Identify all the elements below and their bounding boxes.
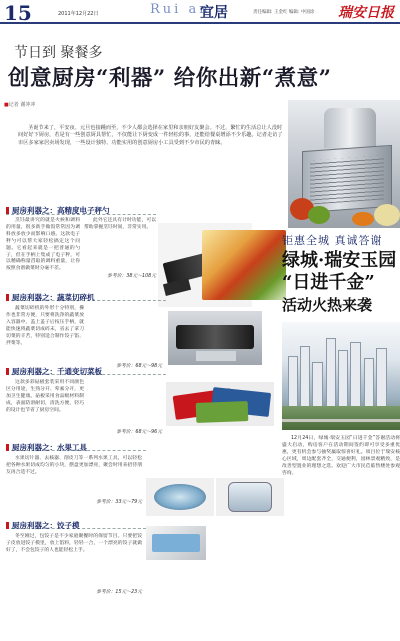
item-text: 这款多彩砧板套装采用不同颜色区分用途，生熟分开、荤素分开，更加卫生健康。砧板采用食品级材料制成，表面防滑耐切，清洗方便，轻巧的设计也节省了厨房空间。	[6, 380, 84, 413]
editors-line: 责任编辑: 王金红 编辑: 中国涂	[253, 10, 315, 15]
item-title: 厨房利器之：饺子模	[6, 520, 80, 531]
cutting-board-photo	[166, 382, 274, 426]
item-title: 厨房利器之：千通变切菜板	[6, 366, 102, 377]
section-name: 宜居	[200, 5, 228, 21]
grater-photo	[288, 100, 400, 228]
kicker: 节日到 聚餐多	[14, 45, 103, 61]
item-text-2: 此外它还具有计时功能，可以帮助掌握烹饪时间，非常实用。	[84, 218, 156, 230]
page-number: 15	[4, 1, 32, 25]
item-price: 参考价：15元～23元	[96, 590, 142, 595]
issue-date: 2011年12月22日	[58, 11, 99, 17]
item-title: 厨房利器之：高精度电子秤勺	[6, 205, 110, 216]
item-price: 参考价：38元～108元	[107, 274, 156, 279]
item-price: 参考价：33元～79元	[96, 500, 142, 505]
item-price: 参考价：68元～96元	[116, 430, 162, 435]
byline: ■记者 谢冲冲	[4, 102, 36, 108]
item-price: 参考价：68元～98元	[116, 364, 162, 369]
item-text: 烹饪最讲究的就是火候和调料的用量，很多新手做饭常常因为调料放多放少而影响口感。这款电子秤勺可以帮大家轻松搞定这个问题。它看起来就是一把普通的勺子，但在手柄上集成了电子秤，可以精确称量舀取的调料重量，让你按照食谱做菜时分毫不差。	[6, 218, 80, 272]
vegetables-photo	[202, 230, 286, 300]
item-text: 水果切片器、去核器、削皮刀等一系列水果工具，可以轻松把各种水果切成均匀的小块，摆盘更加漂亮，聚会时用来招待朋友再合适不过。	[6, 456, 142, 475]
fruit-tool-photo	[216, 478, 284, 516]
dumpling-mold-photo	[146, 526, 206, 560]
item-title: 厨房利器之：蔬菜切碎机	[6, 292, 95, 303]
ad-campaign-name: “日进千金”	[282, 272, 375, 293]
byline-text: 记者 谢冲冲	[8, 102, 36, 108]
paper-logo: 瑞安日报	[338, 5, 394, 21]
ruian-wordmark: Rui an	[150, 2, 211, 17]
real-estate-ad	[282, 232, 400, 641]
ad-project-name: 绿城·瑞安玉园	[282, 250, 397, 271]
headline: 创意厨房“利器” 给你出新“煮意”	[8, 66, 332, 91]
item-text: 蔬菜切碎机的外形十分特别，操作也非常方便，只要将洗净的蔬菜放入容器中，盖上盖子后按压手柄，就能快速将蔬菜切成碎末，省去了拿刀切菜的辛苦，特别适合制作饺子馅、拌菜等。	[6, 306, 84, 346]
vegetable-chopper-photo	[168, 311, 262, 365]
fruit-bowl-photo	[146, 478, 214, 516]
item-text: 冬至刚过，包饺子是不少家庭聚餐时的保留节目。只要把饺子皮放进饺子模里，放上馅料，轻轻一合，一个漂亮的饺子就做好了，不会包饺子的人也能轻松上手。	[6, 534, 142, 553]
ad-body: 12月24日，绿城·瑞安玉园“日进千金”答谢活动将盛大启动，购房客户在活动期间签约即可享受多重优惠，更有机会参与抽奖赢取惊喜好礼。项目位于瑞安核心区域，周边配套齐全，交通便利，园林景观精致，是改善型置业的理想之选。欢迎广大市民莅临售楼处参观咨询。	[282, 436, 400, 476]
ad-skyline-image	[282, 322, 400, 430]
ad-campaign-subtitle: 活动火热来袭	[282, 296, 373, 314]
item-title: 厨房利器之：水果工具	[6, 442, 87, 453]
ad-tagline: 钜惠全城 真诚答谢	[282, 234, 383, 247]
lead-paragraph: 圣诞节来了，平安夜、元旦也接踵而至，不少人都会选择在家里和亲朋好友聚会。不过，繁忙的生活总让人没时间好好下厨房，若是有一些创意厨具帮忙，不仅能让下厨变成一件轻松的事，还能给餐桌增添不少乐趣。记者走访了市区多家家居卖场发现，一些设计独特、功能实用的创意厨房小工具受到不少市民的青睐。	[18, 125, 283, 146]
